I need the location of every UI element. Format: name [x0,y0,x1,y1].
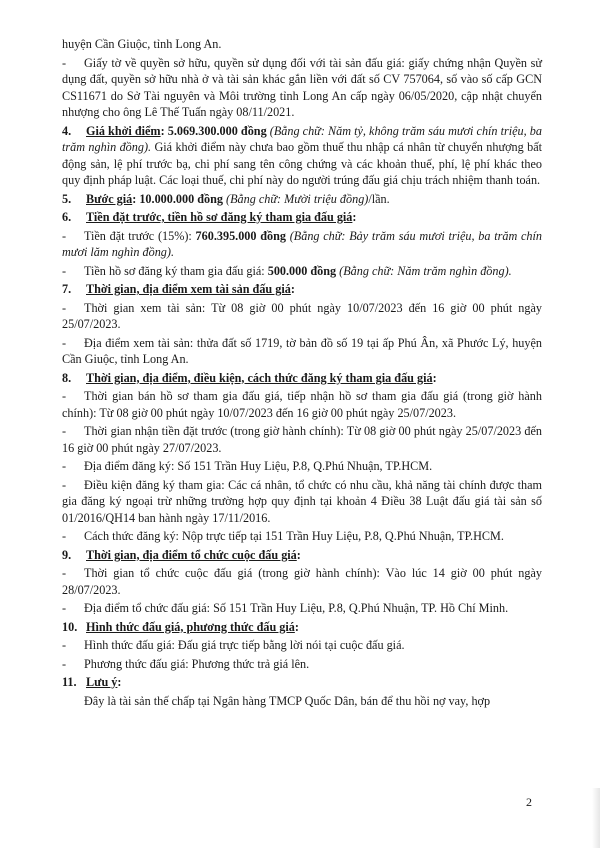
bid-step: : 10.000.000 đồng [132,191,223,206]
section-7: 7. Thời gian, địa điểm xem tài sản đấu giá: - Thời gian xem tài sản: Từ 08 giờ 00 phút ngày 10/07/2023 đến 16 giờ 00 phút ngày 25/07/2023. - Địa điểm xem tài sản: thửa đất số 1719, tờ bản đồ số 19 tại ấp Phú Ân, xã Phước Lý, huyện Cần Giuộc, tỉnh Long An. [62,282,542,366]
document-page [62,36,542,711]
page-number: 2 [526,795,532,809]
list-item: - Thời gian bán hồ sơ tham gia đấu giá, tiếp nhận hồ sơ tham gia đấu giá (trong giờ hành chính): Từ 08 giờ 00 phút ngày 10/07/2023 đến 16 giờ 00 phút ngày 25/07/2023. [62,389,542,420]
continuation-line: huyện Cần Giuộc, tỉnh Long An. [62,37,222,51]
section-number: 5. [62,191,72,206]
section-title: Lưu ý [86,675,118,689]
section-number: 9. [62,547,72,562]
section-number: 11. [62,675,77,689]
list-item: - Thời gian xem tài sản: Từ 08 giờ 00 phút ngày 10/07/2023 đến 16 giờ 00 phút ngày 25/07/2023. [62,300,542,331]
section-number: 4. [62,123,72,138]
list-item: - Hình thức đấu giá: Đấu giá trực tiếp bằng lời nói tại cuộc đấu giá. [62,638,405,652]
list-item: - Tiền đặt trước (15%): 760.395.000 đồng (Bằng chữ: Bảy trăm sáu mươi triệu, ba trăm chín mươi lăm nghìn đồng). [62,228,542,259]
bid-step-words: (Bằng chữ: Mười triệu đồng) [222,191,369,206]
papers-paragraph: - Giấy tờ về quyền sở hữu, quyền sử dụng đối với tài sản đấu giá: giấy chứng nhận Quyền sử dụng đất, quyền sở hữu nhà ở và tài sản khác gắn liền với đất số CV 757064, số vào số cấp GCN CS11671 do Sở Tài nguyên và Môi trường tỉnh Long An cấp ngày 06/05/2020, cập nhật chuyển nhượng cho ông Lê Thế Tuấn ngày 08/11/2021. [62,55,542,119]
list-item: - Thời gian nhận tiền đặt trước (trong giờ hành chính): Từ 08 giờ 00 phút ngày 25/07/2023 đến 16 giờ 00 phút ngày 27/07/2023. [62,424,542,455]
list-item: - Địa điểm đăng ký: Số 151 Trần Huy Liệu, P.8, Q.Phú Nhuận, TP.HCM. [62,459,433,473]
list-item: - Thời gian tổ chức cuộc đấu giá (trong giờ hành chính): Vào lúc 14 giờ 00 phút ngày 28/07/2023. [62,566,542,597]
list-item: - Tiền hồ sơ đăng ký tham gia đấu giá: 500.000 đồng (Bằng chữ: Năm trăm nghìn đồng). [62,263,512,278]
section-number: 8. [62,370,72,385]
price-note: Giá khởi điểm này chưa bao gồm thuế thu nhập cá nhân từ chuyển nhượng bất động sản, lệ phí trước bạ, chi phí sang tên công chứng và các khoản thuế, phí, lệ phí khác theo quy định pháp luật. Các loại thuế, chi phí này do người trúng đấu giá chịu trách nhiệm thanh toán. [62,140,543,187]
section-title: Thời gian, địa điểm tổ chức cuộc đấu giá [86,547,297,562]
section-title: Bước giá [86,191,133,206]
price-in-words: (Bằng chữ: Năm tỷ, không trăm sáu mươi chín triệu, ba trăm nghìn đồng). [62,123,542,154]
section-title: Thời gian, địa điểm xem tài sản đấu giá [86,282,291,296]
section-title: Hình thức đấu giá, phương thức đấu giá [86,619,295,634]
section-number: 10. [62,619,78,634]
section-number: 7. [62,282,72,296]
list-item: - Địa điểm xem tài sản: thửa đất số 1719, tờ bản đồ số 19 tại ấp Phú Ân, xã Phước Lý, huyện Cần Giuộc, tỉnh Long An. [62,335,542,366]
section-title: Thời gian, địa điểm, điều kiện, cách thức đăng ký tham gia đấu giá [86,370,433,385]
section-11: 11. Lưu ý: Đây là tài sản thế chấp tại Ngân hàng TMCP Quốc Dân, bán để thu hồi nợ vay, hợp [62,674,542,709]
starting-price: : 5.069.300.000 đồng [160,123,267,138]
section-8: 8. Thời gian, địa điểm, điều kiện, cách thức đăng ký tham gia đấu giá: - Thời gian bán hồ sơ tham gia đấu giá, tiếp nhận hồ sơ tham gia đấu giá (trong giờ hành chính): Từ 08 giờ 00 phút ngày 10/07/2023 đến 16 giờ 00 phút ngày 25/07/2023. - Thời gian nhận tiền đặt trước (trong giờ hành chính): Từ 08 giờ 00 phút ngày 25/07/2023 đến 16 giờ 00 phút ngày 27/07/2023. - Địa điểm đăng ký: Số 151 Trần Huy Liệu, P.8, Q.Phú Nhuận, TP.HCM. - Điều kiện đăng ký tham gia: Các cá nhân, tổ chức có nhu cầu, khả năng tài chính được tham gia đăng ký ngoại trừ những trường hợp quy định tại khoản 4 Điều 38 Luật đấu giá tài sản số 01/2016/QH14 ban hành ngày 17/11/2016. - Cách thức đăng ký: Nộp trực tiếp tại 151 Trần Huy Liệu, P.8, Q.Phú Nhuận, TP.HCM. [62,370,542,543]
section-title: Giá khởi điểm [86,123,161,138]
section-5: 5. Bước giá: 10.000.000 đồng (Bằng chữ: Mười triệu đồng)/lần. [62,191,390,206]
list-item: - Địa điểm tổ chức đấu giá: Số 151 Trần Huy Liệu, P.8, Q.Phú Nhuận, TP. Hồ Chí Minh. [62,601,509,615]
section-title: Tiền đặt trước, tiền hồ sơ đăng ký tham gia đấu giá [86,210,353,224]
section-9: 9. Thời gian, địa điểm tổ chức cuộc đấu giá: - Thời gian tổ chức cuộc đấu giá (trong giờ hành chính): Vào lúc 14 giờ 00 phút ngày 28/07/2023. - Địa điểm tổ chức đấu giá: Số 151 Trần Huy Liệu, P.8, Q.Phú Nhuận, TP. Hồ Chí Minh. [62,547,542,615]
dossier-fee: 500.000 đồng [267,263,337,278]
section-6: 6. Tiền đặt trước, tiền hồ sơ đăng ký tham gia đấu giá: - Tiền đặt trước (15%): 760.395.000 đồng (Bằng chữ: Bảy trăm sáu mươi triệu, ba trăm chín mươi lăm nghìn đồng). - Tiền hồ sơ đăng ký tham gia đấu giá: 500.000 đồng (Bằng chữ: Năm trăm nghìn đồng). [62,210,542,278]
deposit-amount: 760.395.000 đồng [195,228,286,243]
section-number: 6. [62,210,72,224]
bullet-dash: - [62,55,67,70]
list-item: - Phương thức đấu giá: Phương thức trả giá lên. [62,656,310,671]
section-4 [62,123,542,189]
list-item: - Cách thức đăng ký: Nộp trực tiếp tại 151 Trần Huy Liệu, P.8, Q.Phú Nhuận, TP.HCM. [62,529,504,543]
page-edge-shadow [592,788,600,848]
list-item: - Điều kiện đăng ký tham gia: Các cá nhân, tổ chức có nhu cầu, khả năng tài chính được tham gia đăng ký ngoại trừ những trường hợp quy định tại khoản 4 Điều 38 Luật đấu giá tài sản số 01/2016/QH14 ban hành ngày 17/11/2016. [62,477,542,525]
note-paragraph: Đây là tài sản thế chấp tại Ngân hàng TMCP Quốc Dân, bán để thu hồi nợ vay, hợp [84,693,491,708]
section-10: 10. Hình thức đấu giá, phương thức đấu giá: - Hình thức đấu giá: Đấu giá trực tiếp bằng lời nói tại cuộc đấu giá. - Phương thức đấu giá: Phương thức trả giá lên. [62,619,542,673]
